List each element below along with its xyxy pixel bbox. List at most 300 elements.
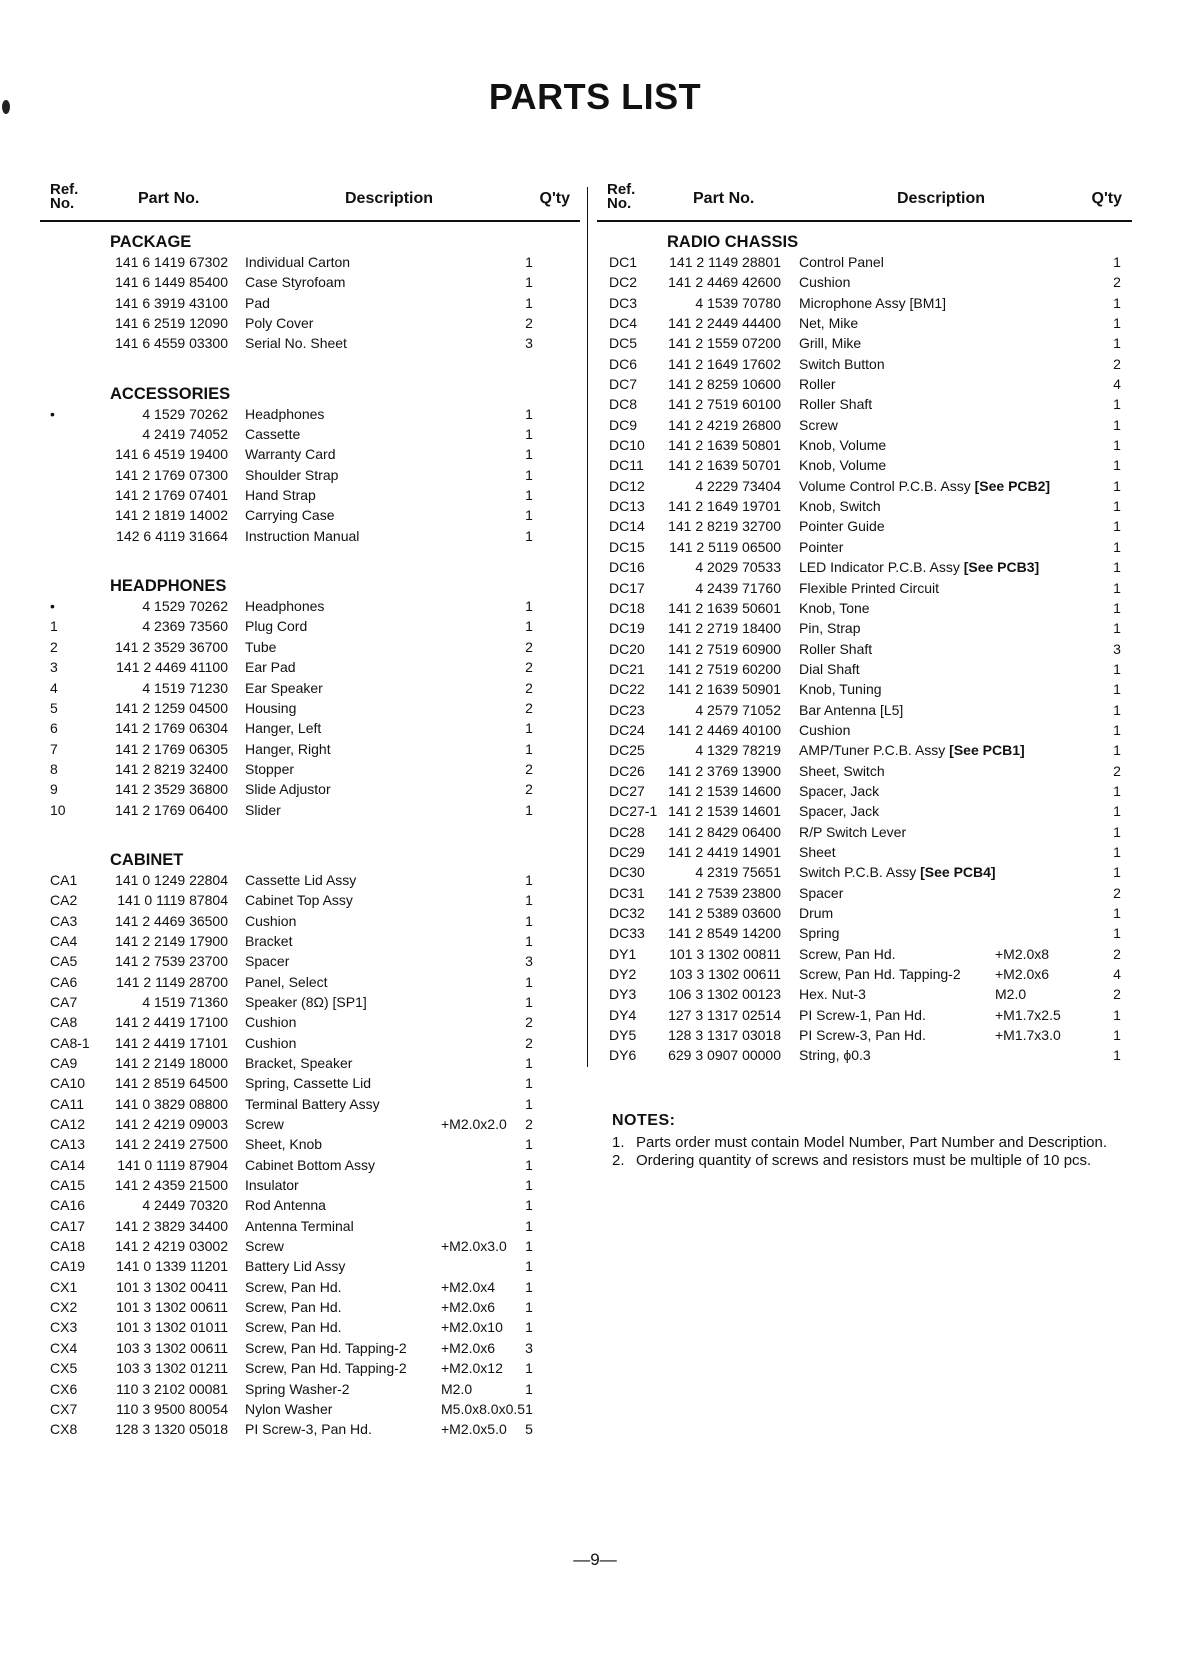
part-number: 4 1539 70780 (695, 294, 781, 311)
part-description: Nylon Washer (245, 1400, 333, 1417)
part-spec: +M2.0x12 (441, 1360, 503, 1377)
part-quantity: 2 (525, 1034, 533, 1051)
part-quantity: 1 (525, 274, 533, 291)
ref-number: DC6 (609, 355, 638, 372)
part-description: Battery Lid Assy (245, 1258, 346, 1275)
part-row (597, 455, 1132, 475)
part-description: Terminal Battery Assy (245, 1095, 380, 1112)
part-row (40, 1012, 580, 1032)
parts-section (40, 576, 580, 820)
part-row (597, 618, 1132, 638)
part-row (597, 740, 1132, 760)
parts-section (40, 232, 580, 354)
part-quantity: 1 (525, 1075, 533, 1092)
part-description: Spring, Cassette Lid (245, 1075, 372, 1092)
part-row (597, 679, 1132, 699)
part-quantity: 1 (525, 294, 533, 311)
part-number: 141 2 1149 28801 (669, 254, 781, 270)
ref-number: CA17 (50, 1217, 86, 1234)
part-row (40, 1256, 580, 1276)
note-text: Parts order must contain Model Number, Part Number and Description. (636, 1134, 1108, 1151)
section-title: CABINET (110, 850, 184, 869)
part-number: 141 2 8259 10600 (668, 376, 781, 393)
part-description: Headphones (245, 405, 325, 422)
part-number: 141 2 5119 06500 (669, 538, 781, 555)
part-row (597, 903, 1132, 923)
part-quantity: 1 (1113, 416, 1121, 433)
part-row (40, 424, 580, 444)
part-quantity: 1 (1113, 823, 1121, 840)
part-row (40, 596, 580, 616)
part-number: 141 2 1639 50801 (668, 437, 781, 454)
part-number: 4 2229 73404 (695, 477, 781, 494)
part-row (40, 759, 580, 779)
part-quantity: 1 (1113, 864, 1121, 881)
part-row (40, 718, 580, 738)
part-number: 141 2 1769 06400 (115, 801, 228, 818)
part-quantity: 1 (1113, 559, 1121, 576)
part-description: Slider (245, 801, 281, 818)
ref-number: DC8 (609, 396, 638, 413)
header-ref: Ref. No. (50, 181, 79, 212)
part-description: Carrying Case (245, 507, 335, 524)
part-number: 141 2 4419 14901 (668, 843, 781, 860)
part-number: 141 2 8429 06400 (668, 823, 781, 840)
part-row (40, 1317, 580, 1337)
part-description: Roller (799, 376, 836, 393)
ref-number: DC30 (609, 864, 645, 881)
part-number: 127 3 1317 02514 (668, 1006, 781, 1023)
part-quantity: 2 (525, 315, 533, 332)
header-description: Description (897, 190, 986, 207)
part-row (40, 870, 580, 890)
part-quantity: 1 (525, 1258, 533, 1275)
part-number: 141 2 7539 23700 (115, 953, 228, 970)
part-row (40, 972, 580, 992)
part-quantity: 1 (1113, 315, 1121, 332)
part-quantity: 1 (1113, 905, 1121, 921)
part-description: AMP/Tuner P.C.B. Assy [See PCB1] (799, 742, 1025, 759)
part-number: 128 3 1317 03018 (668, 1027, 781, 1044)
parts-section (40, 384, 580, 546)
part-quantity: 2 (525, 679, 533, 696)
part-description: Cushion (799, 274, 851, 291)
part-number: 141 2 3529 36800 (115, 781, 228, 798)
part-number: 141 2 1769 06305 (115, 740, 228, 757)
part-description: Bracket, Speaker (245, 1055, 353, 1071)
part-spec: M2.0 (995, 986, 1027, 1003)
part-description: Knob, Tuning (799, 681, 882, 698)
ref-number: CX3 (50, 1319, 78, 1336)
part-row (597, 700, 1132, 720)
part-row (40, 1114, 580, 1134)
part-row (597, 415, 1132, 435)
part-row (40, 444, 580, 464)
part-number: 141 2 1639 50601 (668, 599, 781, 616)
part-row (597, 333, 1132, 353)
ref-number: 3 (50, 659, 58, 676)
part-description: Cabinet Bottom Assy (245, 1156, 375, 1173)
part-number: 141 6 4519 19400 (115, 446, 228, 463)
part-quantity: 3 (525, 1339, 533, 1356)
part-row (597, 578, 1132, 598)
part-description: Panel, Select (245, 973, 328, 990)
part-quantity: 2 (1113, 884, 1121, 901)
part-number: 101 3 1302 00611 (116, 1299, 228, 1316)
part-number: 141 2 1539 14600 (668, 782, 781, 799)
ref-number: CX8 (50, 1421, 78, 1438)
part-row (40, 931, 580, 951)
part-number: 4 1519 71360 (142, 993, 228, 1010)
part-quantity: 4 (1113, 376, 1121, 393)
part-quantity: 5 (525, 1421, 533, 1438)
part-number: 141 2 1649 19701 (668, 498, 781, 515)
part-description: Plug Cord (245, 618, 308, 635)
part-spec: +M2.0x6 (441, 1339, 496, 1356)
part-number: 141 6 4559 03300 (115, 335, 228, 352)
part-quantity: 3 (525, 953, 533, 970)
part-row (597, 374, 1132, 394)
ref-number: DC14 (609, 518, 645, 535)
part-quantity: 1 (525, 1156, 533, 1173)
ref-number: 5 (50, 699, 58, 716)
part-quantity: 1 (525, 1400, 533, 1417)
part-number: 101 3 1302 01011 (116, 1319, 228, 1336)
part-number: 141 2 1539 14601 (668, 803, 781, 820)
part-row (40, 1399, 580, 1419)
ref-number: CX7 (50, 1400, 78, 1417)
part-description: Screw, Pan Hd. Tapping-2 (245, 1339, 407, 1356)
ref-number: DC24 (609, 721, 645, 738)
part-description: Slide Adjustor (245, 781, 331, 798)
part-number: 141 2 7519 60100 (668, 396, 781, 413)
part-row (40, 678, 580, 698)
part-number: 110 3 2102 00081 (116, 1380, 228, 1397)
ref-number: CX5 (50, 1360, 78, 1377)
part-quantity: 1 (525, 871, 533, 888)
ref-number: DC21 (609, 660, 645, 677)
part-quantity: 2 (1113, 274, 1121, 291)
part-description: Screw, Pan Hd. Tapping-2 (799, 966, 961, 983)
part-row (40, 1073, 580, 1093)
part-row (597, 842, 1132, 862)
part-quantity: 2 (1113, 355, 1121, 372)
part-row (597, 598, 1132, 618)
part-quantity: 1 (525, 1136, 533, 1153)
part-row (40, 698, 580, 718)
part-description: Headphones (245, 598, 325, 615)
part-quantity: 1 (525, 1319, 533, 1336)
part-number: 4 2419 74052 (142, 426, 228, 443)
part-number: 141 0 1249 22804 (115, 871, 228, 888)
ref-number: DC26 (609, 762, 645, 779)
part-description: Pad (245, 294, 270, 311)
part-number: 103 3 1302 01211 (116, 1360, 228, 1377)
part-description: Ear Pad (245, 659, 296, 676)
ref-number: DY3 (609, 986, 637, 1003)
ref-number: CA6 (50, 973, 78, 990)
part-quantity: 1 (1113, 498, 1121, 515)
left-column (40, 180, 580, 1440)
part-description: Screw, Pan Hd. (799, 945, 896, 962)
part-quantity: 1 (525, 1278, 533, 1295)
part-number: 141 2 4419 17101 (115, 1034, 228, 1051)
part-description: Bracket (245, 932, 293, 949)
part-number: 4 2579 71052 (695, 701, 781, 718)
part-number: 629 3 0907 00000 (668, 1047, 781, 1064)
part-quantity: 3 (525, 335, 533, 352)
part-description: Hanger, Left (245, 720, 322, 737)
part-number: 4 2439 71760 (695, 579, 781, 596)
part-row (40, 800, 580, 820)
part-number: 141 0 1119 87904 (117, 1156, 228, 1173)
part-description: Pointer Guide (799, 518, 885, 535)
part-number: 141 2 4359 21500 (115, 1177, 228, 1194)
part-description: Knob, Volume (799, 437, 887, 454)
part-description: Hanger, Right (245, 740, 331, 757)
part-description: Knob, Switch (799, 498, 881, 515)
part-description: Speaker (8Ω) [SP1] (245, 993, 367, 1010)
ref-number: CA13 (50, 1136, 86, 1153)
part-description: Roller Shaft (799, 396, 873, 413)
part-number: 141 2 2719 18400 (668, 620, 781, 637)
part-quantity: 1 (525, 1380, 533, 1397)
part-quantity: 1 (525, 1177, 533, 1194)
part-row (40, 1338, 580, 1358)
part-row (597, 293, 1132, 313)
ref-number: DC18 (609, 599, 645, 616)
part-row (597, 516, 1132, 536)
part-description: Hand Strap (245, 487, 316, 504)
part-row (40, 272, 580, 292)
part-spec: M2.0 (441, 1380, 473, 1397)
ref-number: DC4 (609, 315, 638, 332)
part-quantity: 1 (1113, 721, 1121, 738)
section-title: ACCESSORIES (110, 384, 231, 403)
ref-number: DC1 (609, 254, 638, 270)
part-quantity: 1 (525, 973, 533, 990)
part-number: 141 6 3919 43100 (115, 294, 228, 311)
part-number: 141 2 1639 50701 (668, 457, 781, 474)
part-spec: M5.0x8.0x0.5 (441, 1400, 526, 1417)
part-quantity: 1 (525, 254, 533, 270)
ref-number: DC16 (609, 559, 645, 576)
header-qty: Q'ty (539, 190, 570, 207)
part-row (40, 1175, 580, 1195)
part-row (40, 252, 580, 272)
part-quantity: 1 (1113, 599, 1121, 616)
part-row (40, 1134, 580, 1154)
ref-number: DC2 (609, 274, 638, 291)
part-description: Spacer (799, 884, 844, 901)
part-description: Cabinet Top Assy (245, 892, 353, 909)
part-number: 141 0 1119 87804 (117, 892, 228, 909)
header-part-no: Part No. (693, 190, 755, 207)
part-row (597, 781, 1132, 801)
part-number: 141 2 4419 17100 (115, 1014, 228, 1031)
part-description: Pointer (799, 538, 844, 555)
ref-number: 7 (50, 740, 58, 757)
part-quantity: 1 (525, 1055, 533, 1071)
part-description: Knob, Volume (799, 457, 887, 474)
column-divider (587, 187, 588, 1067)
part-number: 141 2 4469 42600 (668, 274, 781, 291)
part-row (597, 944, 1132, 964)
part-number: 141 2 1769 07300 (115, 466, 228, 483)
part-row (40, 505, 580, 525)
part-spec: +M2.0x2.0 (441, 1116, 507, 1133)
part-description: Cushion (245, 912, 297, 929)
part-number: 141 2 4469 36500 (115, 912, 228, 929)
part-description: Cushion (245, 1014, 297, 1031)
ref-number: CA5 (50, 953, 78, 970)
ref-number: DC17 (609, 579, 645, 596)
part-description: Screw (245, 1238, 284, 1255)
part-description: Drum (799, 905, 834, 921)
part-row (597, 639, 1132, 659)
ref-number: CA19 (50, 1258, 86, 1275)
ref-number: DC3 (609, 294, 638, 311)
part-row (40, 1379, 580, 1399)
part-quantity: 1 (1113, 335, 1121, 352)
part-number: 103 3 1302 00611 (116, 1339, 228, 1356)
part-description: Insulator (245, 1177, 299, 1194)
part-description: PI Screw-1, Pan Hd. (799, 1006, 926, 1023)
part-number: 141 2 1769 07401 (115, 487, 228, 504)
notes (612, 1112, 1132, 1170)
header-qty: Q'ty (1091, 190, 1122, 207)
right-sections (597, 232, 1132, 1066)
part-description: Sheet, Switch (799, 762, 885, 779)
page-number: —9— (573, 1550, 617, 1569)
part-row (597, 1005, 1132, 1025)
part-quantity: 1 (1113, 437, 1121, 454)
part-row (40, 1236, 580, 1256)
part-row (597, 923, 1132, 943)
part-number: 141 2 3769 13900 (668, 762, 781, 779)
ref-number: DY5 (609, 1027, 637, 1044)
part-quantity: 2 (525, 638, 533, 655)
part-quantity: 1 (1113, 294, 1121, 311)
ref-number: DY1 (609, 945, 637, 962)
part-quantity: 2 (525, 1116, 533, 1133)
part-number: 4 2449 70320 (142, 1197, 228, 1214)
part-quantity: 1 (1113, 620, 1121, 637)
part-quantity: 1 (1113, 254, 1121, 270)
part-description: Volume Control P.C.B. Assy [See PCB2] (799, 477, 1051, 494)
part-number: 141 2 8219 32400 (115, 760, 228, 777)
part-description: PI Screw-3, Pan Hd. (245, 1421, 372, 1438)
part-number: 141 2 7539 23800 (668, 884, 781, 901)
part-quantity: 1 (525, 1197, 533, 1214)
section-title: RADIO CHASSIS (667, 233, 799, 251)
part-row (40, 1277, 580, 1297)
ref-number: 10 (50, 801, 66, 818)
part-row (597, 435, 1132, 455)
ref-number: DC29 (609, 843, 645, 860)
part-description: Hex. Nut-3 (799, 986, 866, 1003)
part-number: 4 1519 71230 (142, 679, 228, 696)
part-description: PI Screw-3, Pan Hd. (799, 1027, 926, 1044)
part-description: Control Panel (799, 254, 884, 270)
part-quantity: 1 (525, 912, 533, 929)
part-spec: +M2.0x3.0 (441, 1238, 507, 1255)
part-row (597, 862, 1132, 882)
part-quantity: 1 (525, 1217, 533, 1234)
ref-number: DC10 (609, 437, 645, 454)
part-row (597, 394, 1132, 414)
ref-number: DC11 (609, 457, 644, 474)
part-quantity: 1 (525, 527, 533, 544)
part-description: Screw (245, 1116, 284, 1133)
part-quantity: 1 (1113, 681, 1121, 698)
part-quantity: 1 (1113, 457, 1121, 474)
part-number: 4 2029 70533 (695, 559, 781, 576)
part-quantity: 1 (525, 932, 533, 949)
part-number: 141 2 2419 27500 (115, 1136, 228, 1153)
part-number: 141 2 4219 03002 (115, 1238, 228, 1255)
ref-number: DC12 (609, 477, 645, 494)
ref-number: CA16 (50, 1197, 86, 1214)
part-quantity: 1 (525, 1299, 533, 1316)
part-description: Serial No. Sheet (245, 335, 347, 352)
ref-number: 4 (50, 679, 58, 696)
ref-number: 1 (50, 618, 58, 635)
part-row (597, 659, 1132, 679)
part-row (40, 890, 580, 910)
part-row (597, 984, 1132, 1004)
part-number: 141 2 8519 64500 (115, 1075, 228, 1092)
part-quantity: 1 (1113, 701, 1121, 718)
ref-number: 8 (50, 760, 58, 777)
ref-number: 9 (50, 781, 58, 798)
header-part-no: Part No. (138, 190, 200, 207)
part-row (597, 801, 1132, 821)
note-item (612, 1134, 1132, 1152)
part-quantity: 2 (1113, 945, 1121, 962)
part-row (40, 404, 580, 424)
part-quantity: 1 (525, 618, 533, 635)
part-quantity: 1 (525, 466, 533, 483)
part-description: Spacer (245, 953, 290, 970)
part-number: 110 3 9500 80054 (116, 1400, 228, 1417)
note-number: 1. (612, 1134, 625, 1151)
part-quantity: 1 (1113, 1047, 1121, 1064)
part-row (597, 720, 1132, 740)
ref-number: • (50, 405, 55, 422)
part-quantity: 1 (1113, 742, 1121, 759)
parts-section (597, 232, 1132, 1066)
part-number: 141 2 1149 28700 (116, 973, 228, 990)
part-row (40, 1053, 580, 1073)
right-column-header (597, 180, 1132, 222)
part-description: Spacer, Jack (799, 803, 880, 820)
part-quantity: 1 (525, 598, 533, 615)
part-spec: +M2.0x4 (441, 1278, 496, 1295)
part-row (597, 822, 1132, 842)
ref-number: DC9 (609, 416, 638, 433)
part-spec: +M2.0x10 (441, 1319, 503, 1336)
section-title: PACKAGE (110, 233, 192, 251)
left-sections (40, 232, 580, 1440)
part-quantity: 1 (525, 892, 533, 909)
right-column (597, 180, 1132, 1066)
ref-number: CA18 (50, 1238, 86, 1255)
ref-number: CA8-1 (50, 1034, 90, 1051)
ref-number: CA4 (50, 932, 78, 949)
left-column-header (40, 180, 580, 222)
ref-number: DC22 (609, 681, 645, 698)
